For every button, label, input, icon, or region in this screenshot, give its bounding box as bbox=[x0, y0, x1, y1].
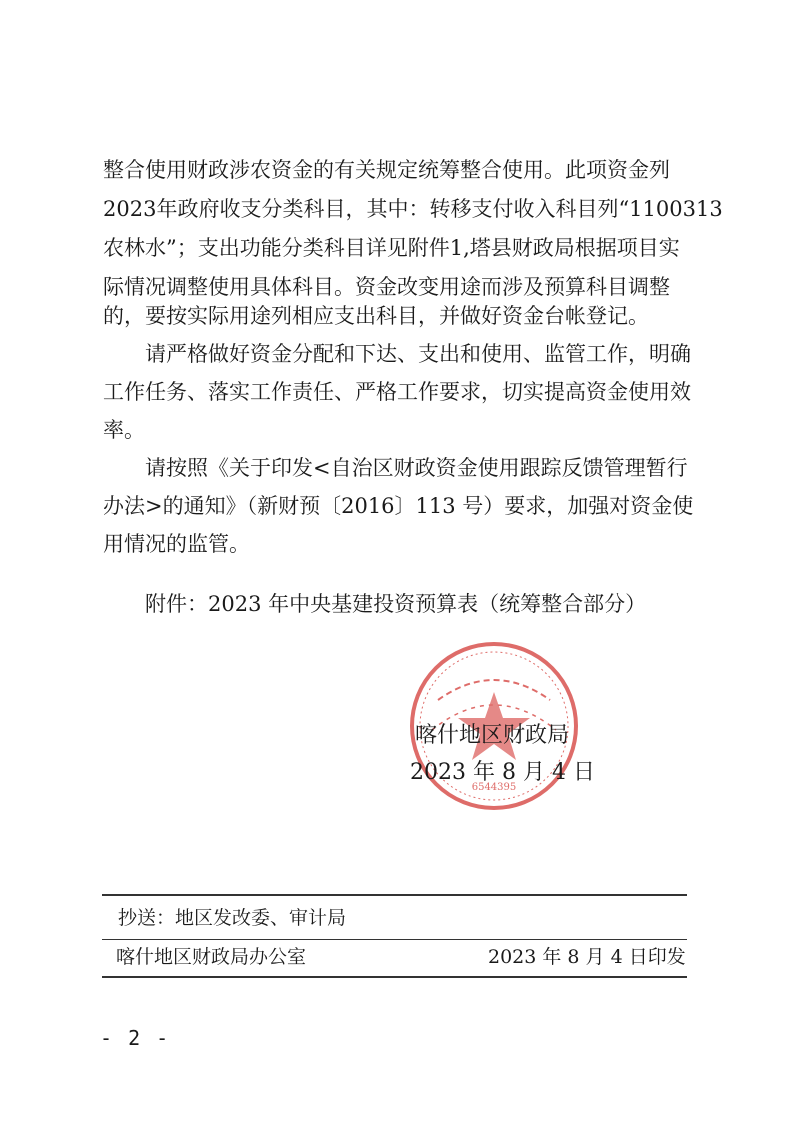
body-line: 整合使用财政涉农资金的有关规定统筹整合使用。此项资金列 bbox=[103, 158, 670, 182]
issue-date: 2023 年 8 月 4 日印发 bbox=[488, 946, 686, 968]
body-line: 2023年政府收支分类科目，其中：转移支付收入科目列“1100313 bbox=[103, 197, 723, 221]
signature-date: 2023 年 8 月 4 日 bbox=[410, 760, 595, 785]
body-line: 用情况的监管。 bbox=[103, 532, 250, 556]
body-line: 率。 bbox=[103, 418, 145, 442]
footer-rule-top bbox=[102, 894, 687, 896]
body-line: 请按照《关于印发<自治区财政资金使用跟踪反馈管理暂行 bbox=[103, 456, 688, 480]
stamp-serial: 6544395 bbox=[471, 782, 517, 793]
body-line: 的，要按实际用途列相应支出科目，并做好资金台帐登记。 bbox=[103, 304, 649, 328]
footer-rule-middle bbox=[102, 939, 687, 940]
attachment-line: 附件：2023 年中央基建投资预算表（统筹整合部分） bbox=[145, 592, 647, 616]
cc-line: 抄送：地区发改委、审计局 bbox=[118, 907, 347, 929]
issuer-line: 喀什地区财政局办公室 bbox=[116, 946, 307, 968]
footer-rule-bottom bbox=[102, 976, 687, 978]
body-line: 请严格做好资金分配和下达、支出和使用、监管工作，明确 bbox=[103, 342, 691, 366]
body-line: 办法>的通知》（新财预〔2016〕113 号）要求，加强对资金使 bbox=[103, 494, 694, 518]
body-line: 工作任务、落实工作责任、严格工作要求，切实提高资金使用效 bbox=[103, 380, 691, 404]
signature-org: 喀什地区财政局 bbox=[415, 723, 570, 748]
page-number: - 2 - bbox=[100, 1026, 171, 1050]
body-line: 际情况调整使用具体科目。资金改变用途而涉及预算科目调整 bbox=[103, 275, 670, 299]
body-line: 农林水”；支出功能分类科目详见附件1,塔县财政局根据项目实 bbox=[103, 236, 680, 260]
